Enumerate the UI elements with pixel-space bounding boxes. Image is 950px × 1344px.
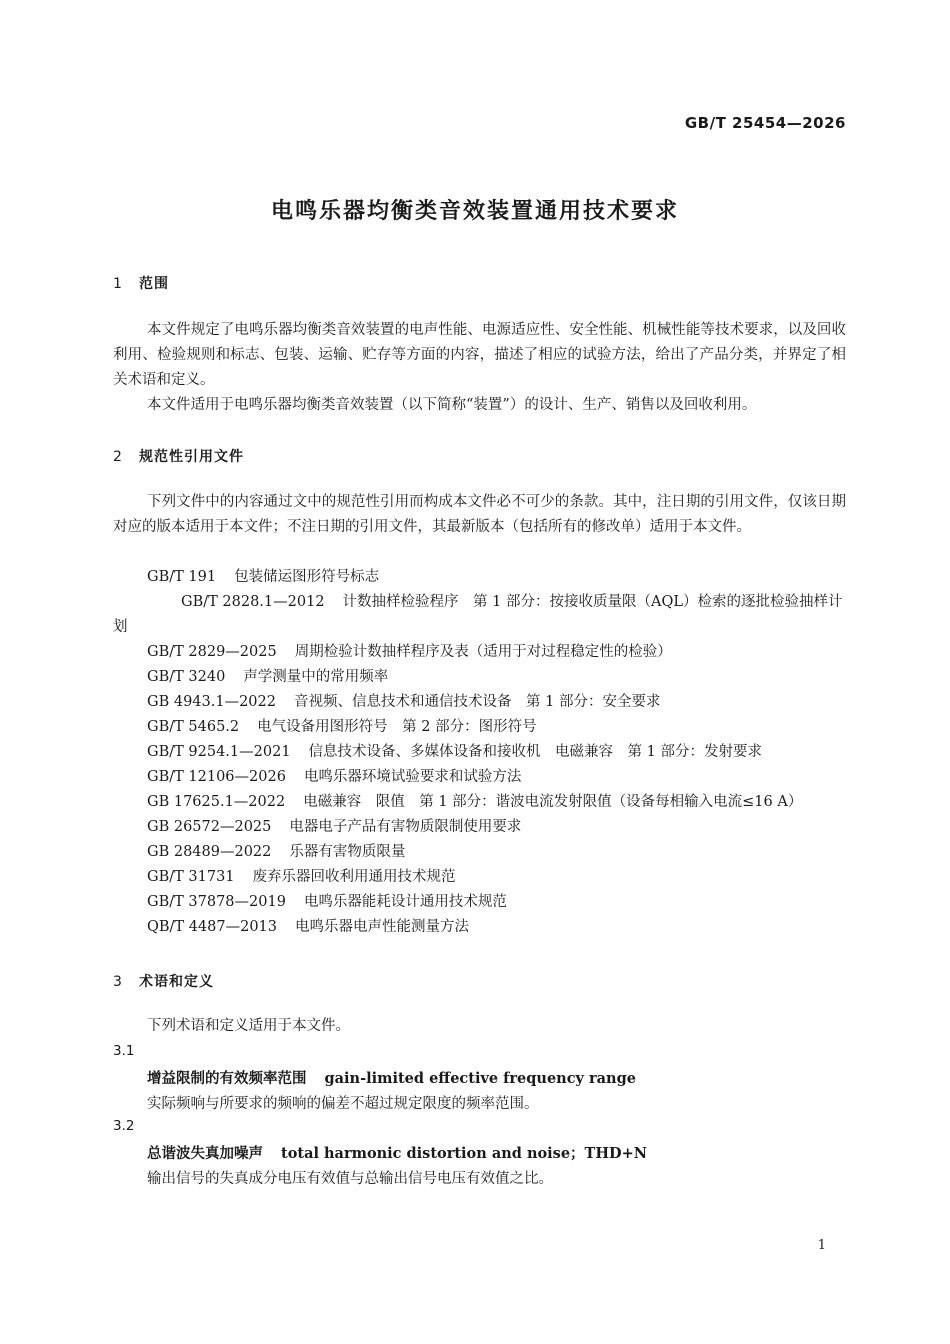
reference-title: 废弃乐器回收利用通用技术规范 xyxy=(252,869,456,885)
reference-code: GB/T 31731 xyxy=(147,869,235,885)
terms-intro: 下列术语和定义适用于本文件。 xyxy=(147,1018,350,1034)
reference-title: 周期检验计数抽样程序及表（适用于对过程稳定性的检验） xyxy=(294,644,672,660)
reference-item xyxy=(147,665,388,690)
scope-paragraph-1: 本文件规定了电鸣乐器均衡类音效装置的电声性能、电源适应性、安全性能、机械性能等技术要求，以及回收利用、检验规则和标志、包装、运输、贮存等方面的内容，描述了相应的试验方法，给出了产品分类，并界定了相关术语和定义。 xyxy=(113,322,846,388)
reference-title: 电器电子产品有害物质限制使用要求 xyxy=(289,819,522,835)
section-title: 范围 xyxy=(139,276,169,292)
section-number: 3 xyxy=(113,974,123,990)
reference-item xyxy=(147,815,521,840)
reference-item xyxy=(147,765,521,790)
term-title-zh: 总谐波失真加噪声 xyxy=(147,1146,263,1162)
document-title: 电鸣乐器均衡类音效装置通用技术要求 xyxy=(270,199,679,224)
term-title-zh: 增益限制的有效频率范围 xyxy=(147,1071,307,1087)
reference-code: GB 26572—2025 xyxy=(147,819,272,835)
reference-title: 电磁兼容 限值 第 1 部分：谐波电流发射限值（设备每相输入电流≤16 A） xyxy=(303,794,803,810)
reference-title: 信息技术设备、多媒体设备和接收机 电磁兼容 第 1 部分：发射要求 xyxy=(308,744,762,760)
reference-code: GB/T 2828.1—2012 xyxy=(181,594,325,610)
term-definition: 实际频响与所要求的频响的偏差不超过规定限度的频率范围。 xyxy=(147,1096,539,1112)
reference-code: GB/T 5465.2 xyxy=(147,719,240,735)
term-title xyxy=(147,1067,636,1088)
standard-number: GB/T 25454—2026 xyxy=(684,114,846,132)
section-title: 规范性引用文件 xyxy=(139,449,244,465)
term-number: 3.1 xyxy=(113,1043,135,1059)
reference-code: GB/T 12106—2026 xyxy=(147,769,286,785)
reference-item xyxy=(147,690,660,715)
reference-item xyxy=(147,840,405,865)
reference-title: 计数抽样检验程序 第 1 部分：按接收质量限（AQL）检索的逐批检验抽样计划 xyxy=(113,594,843,635)
reference-item xyxy=(147,565,379,590)
section-number: 2 xyxy=(113,449,123,465)
term-title xyxy=(147,1142,647,1163)
reference-title: 乐器有害物质限量 xyxy=(289,844,406,860)
reference-title: 音视频、信息技术和通信技术设备 第 1 部分：安全要求 xyxy=(294,694,661,710)
reference-code: GB 4943.1—2022 xyxy=(147,694,276,710)
scope-paragraph-2: 本文件适用于电鸣乐器均衡类音效装置（以下简称“装置”）的设计、生产、销售以及回收利用。 xyxy=(147,397,757,413)
reference-item xyxy=(147,715,537,740)
reference-code: GB 28489—2022 xyxy=(147,844,272,860)
reference-item xyxy=(147,865,456,890)
reference-item xyxy=(113,590,846,640)
section-heading-terms xyxy=(113,971,214,991)
reference-code: GB 17625.1—2022 xyxy=(147,794,286,810)
reference-code: QB/T 4487—2013 xyxy=(147,919,278,935)
page-number: 1 xyxy=(817,1238,826,1253)
section-number: 1 xyxy=(113,276,123,292)
section-title: 术语和定义 xyxy=(139,974,214,990)
term-title-en: total harmonic distortion and noise；THD+N xyxy=(281,1145,648,1162)
reference-code: GB/T 2829—2025 xyxy=(147,644,277,660)
term-title-en: gain-limited effective frequency range xyxy=(324,1070,636,1087)
reference-code: GB/T 191 xyxy=(147,569,217,585)
term-definition: 输出信号的失真成分电压有效值与总输出信号电压有效值之比。 xyxy=(147,1171,553,1187)
section-heading-normative xyxy=(113,446,244,466)
reference-item xyxy=(147,740,762,765)
reference-title: 电鸣乐器电声性能测量方法 xyxy=(295,919,470,935)
reference-title: 电气设备用图形符号 第 2 部分：图形符号 xyxy=(257,719,537,735)
reference-code: GB/T 9254.1—2021 xyxy=(147,744,291,760)
reference-title: 声学测量中的常用频率 xyxy=(243,669,389,685)
reference-code: GB/T 37878—2019 xyxy=(147,894,286,910)
section-heading-scope xyxy=(113,273,169,293)
reference-title: 电鸣乐器环境试验要求和试验方法 xyxy=(303,769,522,785)
reference-code: GB/T 3240 xyxy=(147,669,226,685)
reference-item xyxy=(147,890,507,915)
term-number: 3.2 xyxy=(113,1118,135,1134)
reference-title: 包装储运图形符号标志 xyxy=(234,569,380,585)
reference-title: 电鸣乐器能耗设计通用技术规范 xyxy=(303,894,507,910)
reference-item xyxy=(147,790,802,815)
normative-intro: 下列文件中的内容通过文中的规范性引用而构成本文件必不可少的条款。其中，注日期的引用文件，仅该日期对应的版本适用于本文件；不注日期的引用文件，其最新版本（包括所有的修改单）适用于本文件。 xyxy=(113,494,846,535)
reference-item xyxy=(147,640,672,665)
reference-item xyxy=(147,915,469,940)
